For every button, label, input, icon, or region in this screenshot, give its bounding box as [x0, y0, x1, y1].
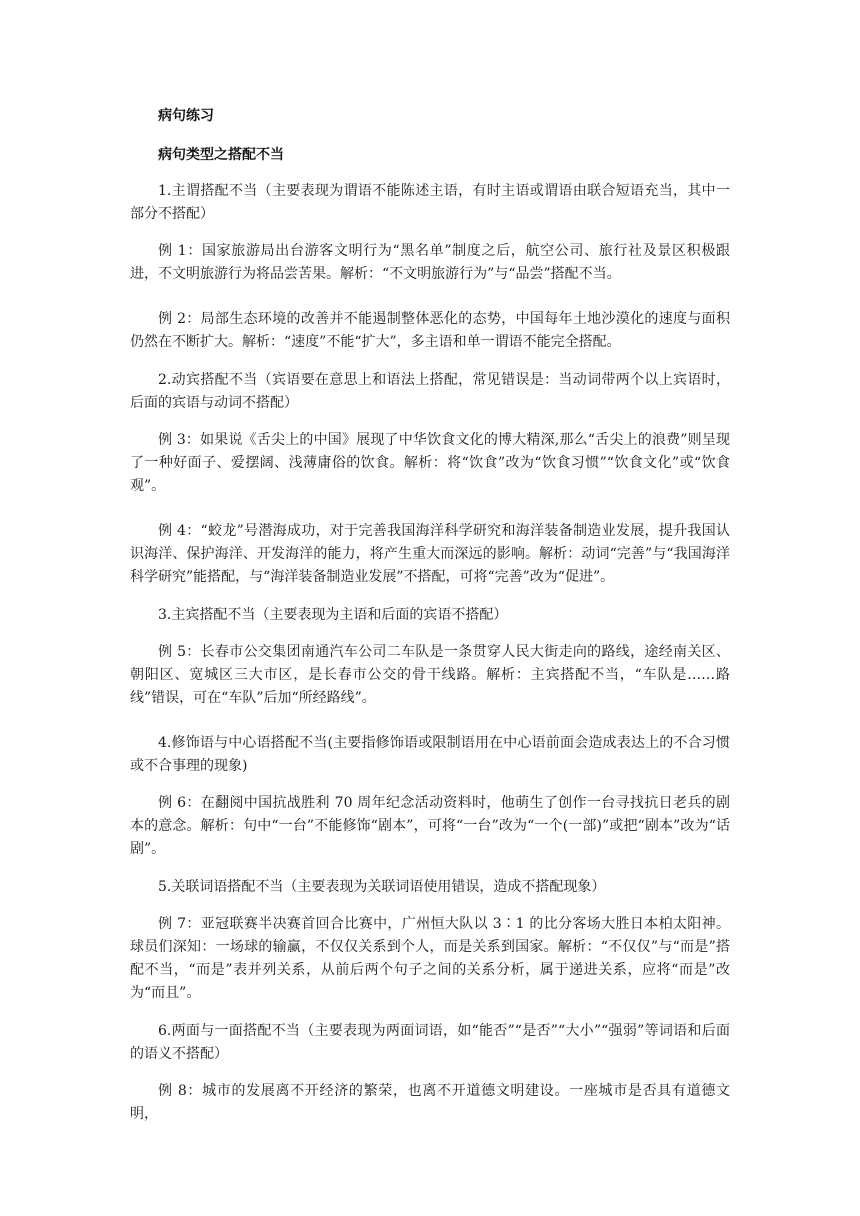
section-heading-4: 4.修饰语与中心语搭配不当(主要指修饰语或限制语用在中心语前面会造成表达上的不合习惯或不合事理的现象)	[130, 735, 730, 774]
section-heading-2: 2.动宾搭配不当（宾语要在意思上和语法上搭配，常见错误是：当动词带两个以上宾语时，后面的宾语与动词不搭配）	[130, 372, 730, 411]
section-heading-5: 5.关联词语搭配不当（主要表现为关联词语使用错误，造成不搭配现象）	[158, 879, 606, 895]
document-subtitle: 病句类型之搭配不当	[158, 147, 284, 163]
document-title: 病句练习	[158, 108, 214, 124]
example-paragraph-4: 例 4：“蛟龙”号潜海成功，对于完善我国海洋科学研究和海洋装备制造业发展，提升我国认识海洋、保护海洋、开发海洋的能力，将产生重大而深远的影响。解析：动词“完善”与“我国海洋科学研究”能搭配，与“海洋装备制造业发展”不搭配，可将“完善”改为“促进”。	[130, 523, 730, 585]
section-heading-1: 1.主谓搭配不当（主要表现为谓语不能陈述主语，有时主语或谓语由联合短语充当，其中一部分不搭配）	[130, 183, 730, 222]
example-paragraph-3: 例 3：如果说《舌尖上的中国》展现了中华饮食文化的博大精深,那么“舌尖上的浪费”则呈现了一种好面子、爱摆阔、浅薄庸俗的饮食。解析：将“饮食”改为“饮食习惯”“饮食文化”或“饮食观”。	[130, 432, 730, 494]
example-paragraph-2: 例 2：局部生态环境的改善并不能遏制整体恶化的态势，中国每年土地沙漠化的速度与面积仍然在不断扩大。解析：“速度”不能“扩大”，多主语和单一谓语不能完全搭配。	[130, 311, 730, 350]
example-paragraph-6: 例 6：在翻阅中国抗战胜利 70 周年纪念活动资料时，他萌生了创作一台寻找抗日老兵的剧本的意念。解析：句中“一台”不能修饰“剧本”，可将“一台”改为“一个(一部)”或把“剧本”改为“话剧”。	[130, 795, 730, 857]
section-heading-3: 3.主宾搭配不当（主要表现为主语和后面的宾语不搭配）	[158, 607, 508, 623]
example-paragraph-5: 例 5：长春市公交集团南通汽车公司二车队是一条贯穿人民大街走向的路线，途经南关区、朝阳区、宽城区三大市区，是长春市公交的骨干线路。解析：主宾搭配不当，“车队是……路线”错误，可在“车队”后加“所经路线”。	[130, 644, 730, 706]
example-paragraph-8: 例 8：城市的发展离不开经济的繁荣，也离不开道德文明建设。一座城市是否具有道德文明，	[130, 1083, 730, 1122]
example-paragraph-1: 例 1：国家旅游局出台游客文明行为“黑名单”制度之后，航空公司、旅行社及景区积极跟进，不文明旅游行为将品尝苦果。解析：“不文明旅游行为”与“品尝”搭配不当。	[130, 243, 730, 282]
example-paragraph-7: 例 7：亚冠联赛半决赛首回合比赛中，广州恒大队以 3∶1 的比分客场大胜日本柏太阳神。球员们深知：一场球的输赢，不仅仅关系到个人，而是关系到国家。解析：“不仅仅”与“而是”搭配不当，“而是”表并列关系，从前后两个句子之间的关系分析，属于递进关系，应将“而是”改为“而且”。	[130, 916, 730, 1001]
section-heading-6: 6.两面与一面搭配不当（主要表现为两面词语，如“能否”“是否”“大小”“强弱”等词语和后面的语义不搭配）	[130, 1023, 730, 1062]
